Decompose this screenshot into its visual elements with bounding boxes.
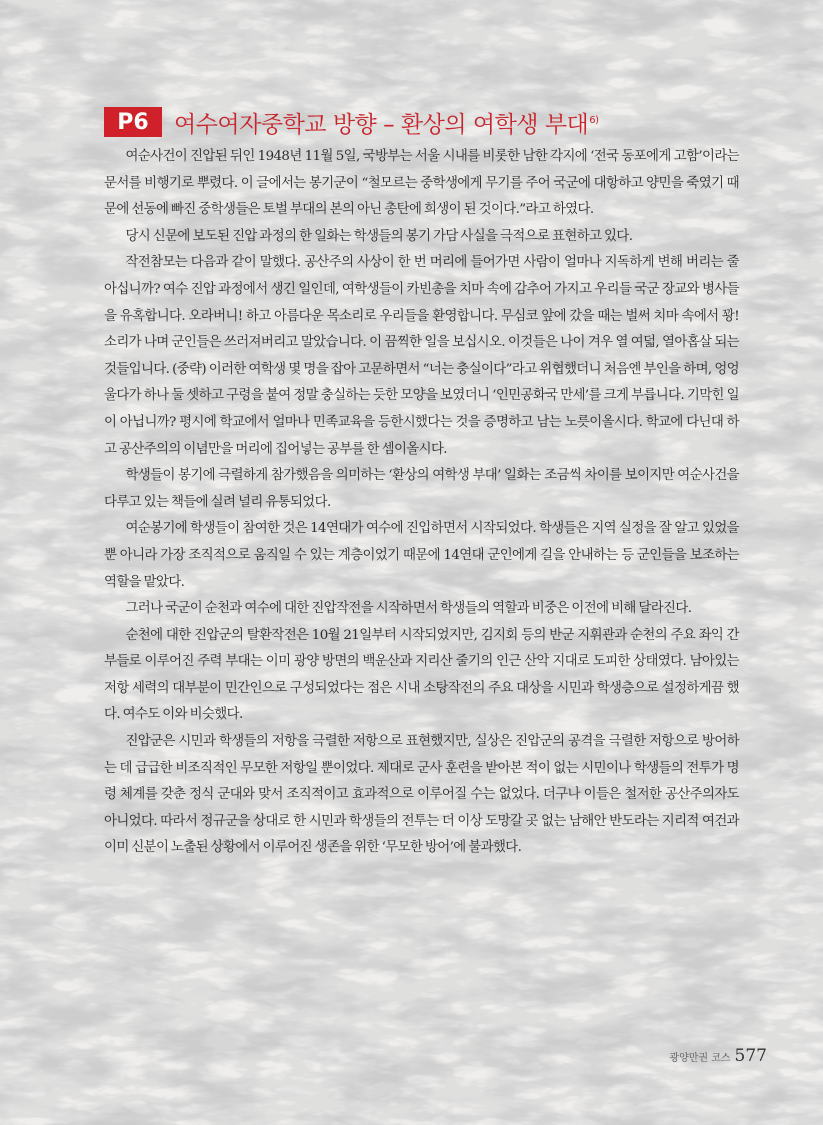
section-badge: P6 — [104, 107, 162, 137]
page-footer — [669, 1046, 767, 1066]
paragraph: 그러나 국군이 순천과 여수에 대한 진압작전을 시작하면서 학생들의 역할과 비중은 이전에 비해 달라진다. — [125, 601, 692, 617]
paragraph: 작전참모는 다음과 같이 말했다. 공산주의 사상이 한 번 머리에 들어가면 사람이 얼마나 지독하게 변해 버리는 줄 아십니까? 여수 진압 과정에서 생긴 일인데, 여학생들이 카빈총을 치마 속에 감추어 가지고 우리들 국군 장교와 병사들을 유혹합니다. 오라버니! 하고 아름다운 목소리로 우리들을 환영합니다. 무심코 앞에 갔을 때는 벌써 치마 속에서 꽝! 소리가 나며 군인들은 쓰러져버리고 말았습니다. 이 끔찍한 일을 보십시오. 이것들은 나이 겨우 열 여덟, 열아홉살 되는 것들입니다. (중략) 이러한 여학생 몇 명을 잡아 고문하면서 “너는 충실이다”라고 위협했더니 처음엔 부인을 하며, 엉엉 울다가 하나 둘 셋하고 구령을 붙여 정말 충실하는 듯한 모양을 보였더니 ‘인민공화국 만세’를 크게 부릅니다. 기막힌 일이 아닙니까? 평시에 학교에서 얼마나 민족교육을 등한시했다는 것을 증명하고 남는 노릇이올시다. 학교에 다닌대 하고 공산주의의 이념만을 머리에 집어넣는 공부를 한 셈이올시다. — [104, 255, 739, 457]
page-number: 577 — [734, 1046, 767, 1066]
paragraph: 진압군은 시민과 학생들의 저항을 극렬한 저항으로 표현했지만, 실상은 진압군의 공격을 극렬한 저항으로 방어하는 데 급급한 비조직적인 무모한 저항일 뿐이었다. 제대로 군사 훈련을 받아본 적이 없는 시민이나 학생들의 전투가 명령 체계를 갖춘 정식 군대와 맞서 조직적이고 효과적으로 이루어질 수는 없었다. 더구나 이들은 철저한 공산주의자도 아니었다. 따라서 정규군을 상대로 한 시민과 학생들의 전투는 더 이상 도망갈 곳 없는 남해안 반도라는 지리적 여건과 이미 신분이 노출된 상황에서 이루어진 생존을 위한 ‘무모한 방어’에 불과했다. — [104, 734, 739, 856]
section-heading — [104, 104, 744, 140]
paragraph: 여순사건이 진압된 뒤인 1948년 11월 5일, 국방부는 서울 시내를 비롯한 남한 각지에 ‘전국 동포에게 고함’이라는 문서를 비행기로 뿌렸다. 이 글에서는 봉기군이 “철모르는 중학생에게 무기를 주어 국군에 대항하고 양민을 죽였기 때문에 선동에 빠진 중학생들은 토벌 부대의 본의 아닌 총탄에 희생이 된 것이다.”라고 하였다. — [104, 149, 739, 218]
footnote-mark: 6) — [589, 114, 599, 126]
course-name: 광양만권 코스 — [669, 1053, 731, 1064]
paragraph: 당시 신문에 보도된 진압 과정의 한 일화는 학생들의 봉기 가담 사실을 극적으로 표현하고 있다. — [125, 228, 633, 244]
paragraph: 순천에 대한 진압군의 탈환작전은 10월 21일부터 시작되었지만, 김지회 등의 반군 지휘관과 순천의 주요 좌익 간부들로 이루어진 주력 부대는 이미 광양 방면의 백운산과 지리산 줄기의 인근 산악 지대로 도피한 상태였다. 남아있는 저항 세력의 대부분이 민간인으로 구성되었다는 점은 시내 소탕작전의 주요 대상을 시민과 학생층으로 설정하게끔 했다. 여수도 이와 비슷했다. — [104, 627, 739, 723]
article-body — [104, 144, 739, 862]
section-title-text: 여수여자중학교 방향 – 환상의 여학생 부대 — [174, 111, 589, 138]
paragraph: 여순봉기에 학생들이 참여한 것은 14연대가 여수에 진입하면서 시작되었다. 학생들은 지역 실정을 잘 알고 있었을 뿐 아니라 가장 조직적으로 움직일 수 있는 계층이었기 때문에 14연대 군인에게 길을 안내하는 등 군인들을 보조하는 역할을 맡았다. — [104, 521, 739, 590]
section-title — [174, 106, 599, 139]
paragraph: 학생들이 봉기에 극렬하게 참가했음을 의미하는 ‘환상의 여학생 부대’ 일화는 조금씩 차이를 보이지만 여순사건을 다루고 있는 책들에 실려 널리 유통되었다. — [104, 468, 739, 510]
